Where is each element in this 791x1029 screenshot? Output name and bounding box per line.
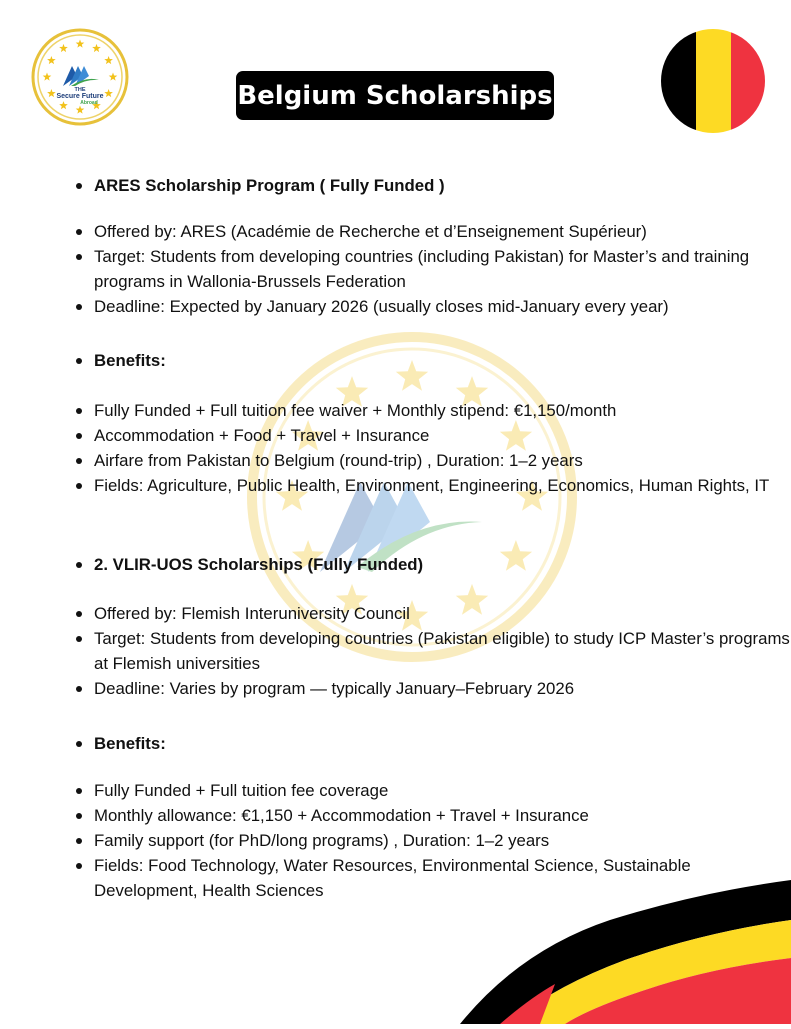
svg-text:THE: THE — [74, 87, 86, 93]
flag-ribbon-decoration — [460, 880, 791, 1024]
section-2-benefits-heading — [74, 731, 166, 756]
list-item: Monthly allowance: €1,150 + Accommodation + Travel + Insurance — [74, 803, 791, 828]
list-item: Deadline: Varies by program — typically January–February 2026 — [74, 676, 791, 701]
secure-future-logo — [31, 28, 129, 126]
section-heading: ARES Scholarship Program ( Fully Funded ) — [74, 173, 445, 198]
section-heading: 2. VLIR-UOS Scholarships (Fully Funded) — [74, 552, 423, 577]
list-item: Offered by: ARES (Académie de Recherche et d’Enseignement Supérieur) — [74, 219, 791, 244]
section-2-details — [74, 601, 791, 701]
svg-text:Secure Future: Secure Future — [56, 93, 104, 100]
benefits-heading: Benefits: — [74, 731, 166, 756]
section-1-benefits-heading — [74, 348, 166, 373]
belgium-flag-icon — [661, 29, 765, 133]
list-item: Offered by: Flemish Interuniversity Council — [74, 601, 791, 626]
list-item: Fully Funded + Full tuition fee waiver + Monthly stipend: €1,150/month — [74, 398, 769, 423]
list-item: Target: Students from developing countries (including Pakistan) for Master’s and training programs in Wallonia-Brussels Federation — [74, 244, 791, 294]
section-2-heading-list — [74, 552, 423, 577]
section-1-benefits — [74, 398, 769, 498]
page-title-banner — [236, 71, 554, 120]
benefits-heading: Benefits: — [74, 348, 166, 373]
list-item: Airfare from Pakistan to Belgium (round-trip) , Duration: 1–2 years — [74, 448, 769, 473]
list-item: Family support (for PhD/long programs) , Duration: 1–2 years — [74, 828, 791, 853]
star-icon — [396, 360, 428, 391]
section-1-details — [74, 219, 791, 319]
page-title: Belgium Scholarships — [237, 80, 553, 111]
list-item: Deadline: Expected by January 2026 (usually closes mid-January every year) — [74, 294, 791, 319]
list-item: Fields: Food Technology, Water Resources, Environmental Science, Sustainable Development, Health Sciences — [74, 853, 791, 903]
list-item: Target: Students from developing countries (Pakistan eligible) to study ICP Master’s programs at Flemish universities — [74, 626, 791, 676]
list-item: Fields: Agriculture, Public Health, Environment, Engineering, Economics, Human Rights, IT — [74, 473, 769, 498]
list-item: Fully Funded + Full tuition fee coverage — [74, 778, 791, 803]
list-item: Accommodation + Food + Travel + Insurance — [74, 423, 769, 448]
svg-text:Abroad: Abroad — [80, 100, 98, 106]
star-icon — [500, 540, 532, 571]
section-1-heading-list — [74, 173, 445, 198]
